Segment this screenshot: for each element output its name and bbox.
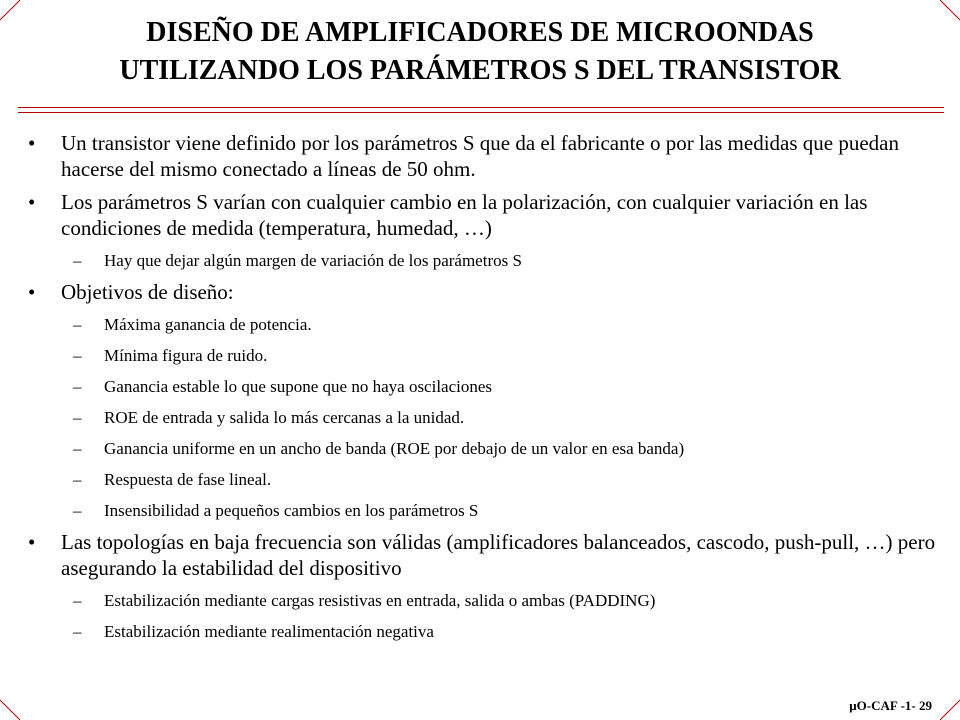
dash-marker: – (73, 315, 82, 334)
dash-marker: – (73, 439, 82, 458)
bullet-item (28, 279, 940, 305)
sub-bullet-item (28, 438, 940, 460)
sub-bullet-text: Respuesta de fase lineal. (104, 470, 272, 489)
bullet-marker: • (28, 131, 36, 155)
sub-bullet-text: Hay que dejar algún margen de variación de los parámetros S (104, 251, 522, 270)
bullet-item (28, 189, 940, 241)
slide-footer: μO-CAF -1- 29 (849, 698, 932, 713)
sub-bullet-item (28, 314, 940, 336)
sub-bullet-item (28, 621, 940, 643)
sub-bullet-item (28, 469, 940, 491)
bullet-text: Los parámetros S varían con cualquier cambio en la polarización, con cualquier variación en las condiciones de medida (temperatura, humedad, …) (61, 190, 868, 240)
slide-body (28, 130, 940, 643)
sub-bullet-item (28, 250, 940, 272)
sub-bullet-item (28, 345, 940, 367)
dash-marker: – (73, 251, 82, 270)
dash-marker: – (73, 591, 82, 610)
slide-title-line-1: DISEÑO DE AMPLIFICADORES DE MICROONDAS (146, 17, 814, 48)
sub-bullet-text: ROE de entrada y salida lo más cercanas a la unidad. (104, 408, 465, 427)
bullet-text: Objetivos de diseño: (61, 280, 234, 304)
sub-bullet-text: Ganancia uniforme en un ancho de banda (ROE por debajo de un valor en esa banda) (104, 439, 685, 458)
bullet-marker: • (28, 190, 36, 214)
bullet-item (28, 529, 940, 581)
bullet-text: Un transistor viene definido por los parámetros S que da el fabricante o por las medidas que puedan hacerse del mismo conectado a líneas de 50 ohm. (61, 131, 900, 181)
dash-marker: – (73, 622, 82, 641)
dash-marker: – (73, 501, 82, 520)
sub-bullet-text: Mínima figura de ruido. (104, 346, 268, 365)
dash-marker: – (73, 346, 82, 365)
bullet-text: Las topologías en baja frecuencia son válidas (amplificadores balanceados, cascodo, push-pull, …) pero asegurando la estabilidad del dispositivo (61, 530, 936, 580)
dash-marker: – (73, 377, 82, 396)
sub-bullet-item (28, 500, 940, 522)
bullet-marker: • (28, 530, 36, 554)
slide-title (0, 14, 960, 90)
bullet-marker: • (28, 280, 36, 304)
sub-bullet-text: Insensibilidad a pequeños cambios en los parámetros S (104, 501, 479, 520)
sub-bullet-text: Máxima ganancia de potencia. (104, 315, 312, 334)
sub-bullet-item (28, 590, 940, 612)
sub-bullet-text: Estabilización mediante cargas resistivas en entrada, salida o ambas (PADDING) (104, 591, 656, 610)
sub-bullet-item (28, 376, 940, 398)
corner-decoration-bottom-right (940, 700, 960, 720)
sub-bullet-text: Estabilización mediante realimentación negativa (104, 622, 434, 641)
sub-bullet-item (28, 407, 940, 429)
slide-title-line-2: UTILIZANDO LOS PARÁMETROS S DEL TRANSISTOR (119, 55, 841, 86)
bullet-item (28, 130, 940, 182)
dash-marker: – (73, 408, 82, 427)
sub-bullet-text: Ganancia estable lo que supone que no haya oscilaciones (104, 377, 493, 396)
corner-decoration-bottom-left (0, 700, 20, 720)
title-divider (18, 107, 944, 113)
dash-marker: – (73, 470, 82, 489)
